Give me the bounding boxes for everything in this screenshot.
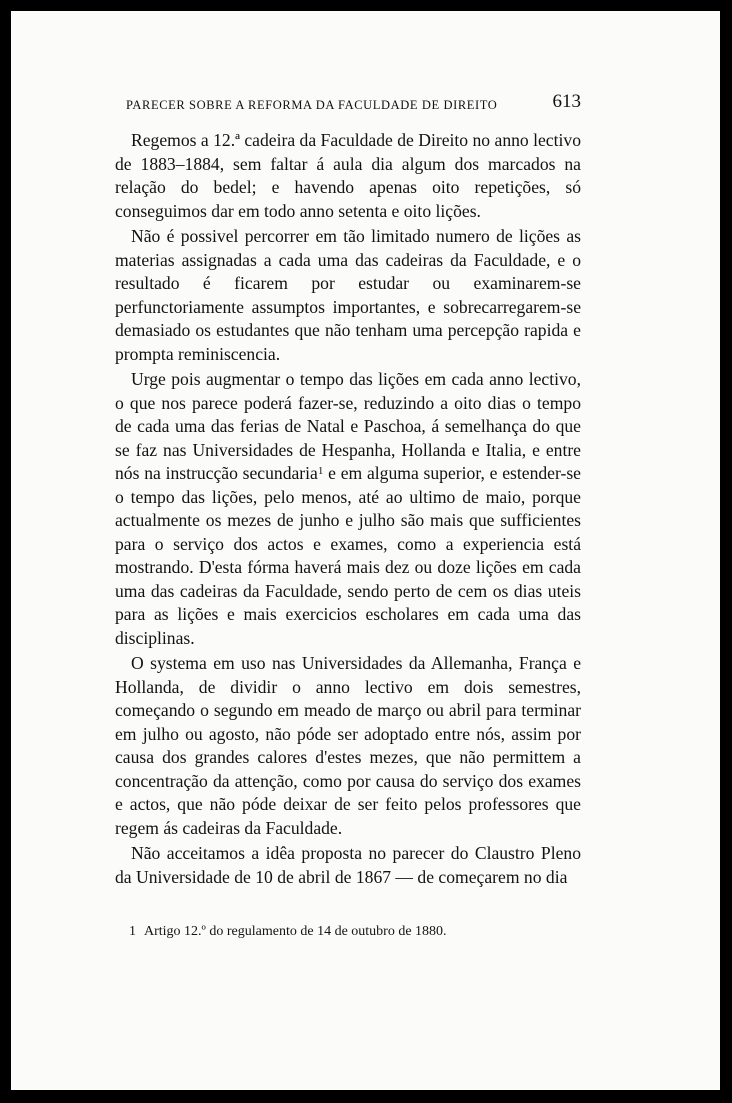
running-title: PARECER SOBRE A REFORMA DA FACULDADE DE DIREITO: [126, 98, 498, 112]
paragraph-2: Não é possivel percorrer em tão limitado numero de lições as materias assignadas a cada uma das cadeiras da Faculdade, e o resultado é ficarem por estudar ou examinarem-se perfunctoriamente assumptos importantes, e sobrecarregarem-se demasiado os estudantes que não tenham uma percepção rapida e prompta reminiscencia.: [115, 226, 581, 364]
footnote: [129, 924, 589, 940]
body-text: [115, 129, 581, 889]
running-header: [126, 91, 581, 117]
paragraph-3-text-a: Urge pois augmentar o tempo das lições em cada anno lectivo, o que nos parece poderá fazer-se, reduzindo a oito dias o tempo de cada uma das ferias de Natal e Paschoa, á semelhança do que se faz nas Universidades de Hespanha, Hollanda e Italia, e entre nós na instrucção secundaria: [115, 369, 581, 483]
book-page: [11, 11, 720, 1090]
footnote-text: Artigo 12.º do regulamento de 14 de outubro de 1880.: [144, 924, 447, 939]
footnote-reference[interactable]: 1: [317, 465, 324, 477]
footnote-mark: 1: [129, 924, 136, 939]
paragraph-3-text-b: e em alguma superior, e estender-se o tempo das lições, pelo menos, até ao ultimo de maio, porque actualmente os mezes de junho e julho são mais que sufficientes para o serviço dos actos e exames, como a experiencia está mostrando. D'esta fórma haverá mais dez ou doze lições em cada uma das cadeiras da Faculdade, sendo perto de cem os dias uteis para as lições e mais exercicios escholares em cada uma das disciplinas.: [115, 463, 581, 648]
paragraph-1: Regemos a 12.ª cadeira da Faculdade de Direito no anno lectivo de 1883–1884, sem faltar á aula dia algum dos marcados na relação do bedel; e havendo apenas oito repetições, só conseguimos dar em todo anno setenta e oito lições.: [115, 130, 581, 221]
paragraph-5: Não acceitamos a idêa proposta no parecer do Claustro Pleno da Universidade de 10 de abril de 1867 — de começarem no dia: [115, 843, 581, 887]
paragraph-4: O systema em uso nas Universidades da Allemanha, França e Hollanda, de dividir o anno lectivo em dois semestres, começando o segundo em meado de março ou abril para terminar em julho ou agosto, não póde ser adoptado entre nós, assim por causa dos grandes calores d'estes mezes, que não permittem a concentração da attenção, como por causa do serviço dos exames e actos, que não póde deixar de ser feito pelos professores que regem ás cadeiras da Faculdade.: [115, 653, 581, 838]
paragraph-3: [115, 368, 581, 650]
page-number: 613: [552, 91, 581, 112]
